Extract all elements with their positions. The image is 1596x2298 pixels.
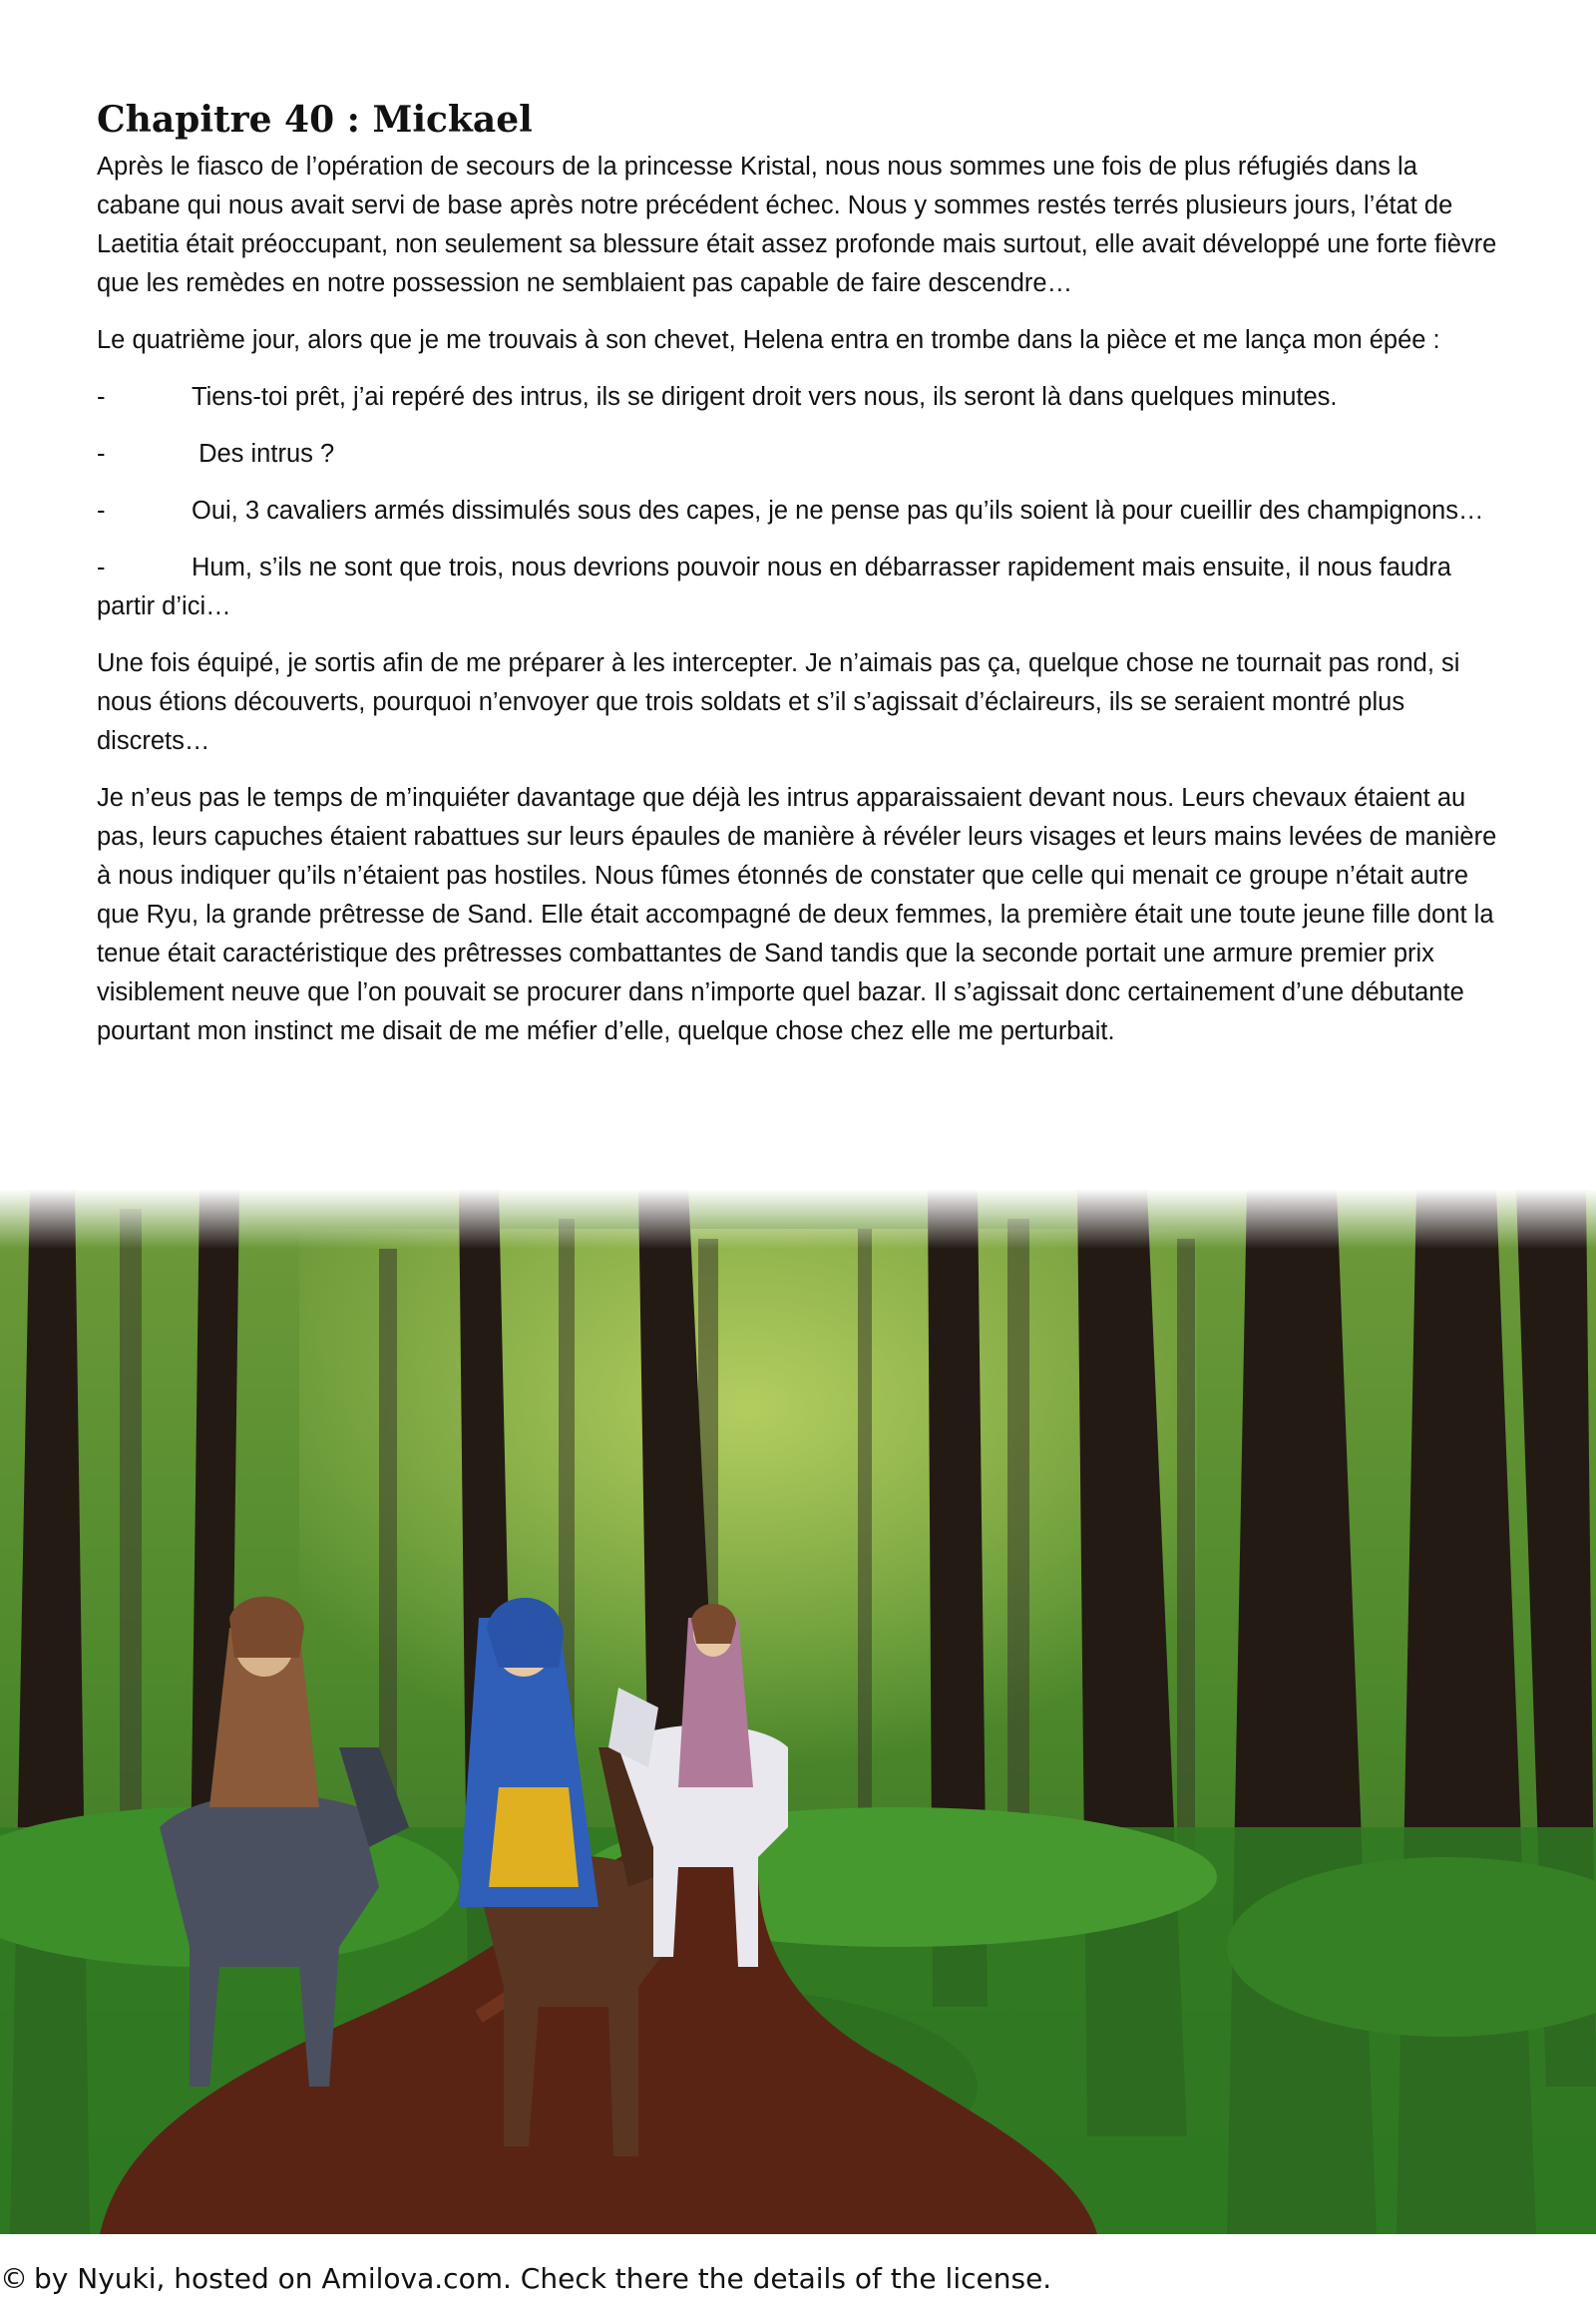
dialogue-line-1 [97, 378, 1503, 417]
dialogue-dash: - [97, 554, 106, 581]
dialogue-text: Hum, s’ils ne sont que trois, nous devrions pouvoir nous en débarrasser rapidement mais ensuite, il nous faudra partir d’ici… [97, 554, 1451, 620]
dialogue-text: Tiens-toi prêt, j’ai repéré des intrus, ils se dirigent droit vers nous, ils seront là dans quelques minutes. [192, 383, 1338, 411]
paragraph-2: Le quatrième jour, alors que je me trouvais à son chevet, Helena entra en trombe dans la pièce et me lança mon épée : [97, 326, 1440, 354]
paragraph-4: Je n’eus pas le temps de m’inquiéter davantage que déjà les intrus apparaissaient devant nous. Leurs chevaux étaient au pas, leurs capuches étaient rabattues sur leurs épaules de manière à révéler leurs visages et leurs mains levées de manière à nous indiquer qu’ils n’étaient pas hostiles. Nous fûmes étonnés de constater que celle qui menait ce groupe n’était autre que Ryu, la grande prêtresse de Sand. Elle était accompagné de deux femmes, la première était une toute jeune fille dont la tenue était caractéristique des prêtresses combattantes de Sand tandis que la seconde portait une armure premier prix visiblement neuve que l’on pouvait se procurer dans n’importe quel bazar. Il s’agissait donc certainement d’une débutante pourtant mon instinct me disait de me méfier d’elle, quelque chose chez elle me perturbait. [97, 784, 1497, 1045]
illustration-canvas [0, 1189, 1596, 2234]
copyright-symbol: © [0, 2262, 28, 2295]
dialogue-dash: - [97, 440, 106, 468]
paragraph-3: Une fois équipé, je sortis afin de me préparer à les intercepter. Je n’aimais pas ça, quelque chose ne tournait pas rond, si nous étions découverts, pourquoi n’envoyer que trois soldats et s’il s’agissait d’éclaireurs, ils se seraient montré plus discrets… [97, 649, 1460, 755]
dialogue-text: Des intrus ? [192, 440, 335, 468]
dialogue-text: Oui, 3 cavaliers armés dissimulés sous des capes, je ne pense pas qu’ils soient là pour cueillir des champignons… [192, 497, 1484, 525]
paragraph-1: Après le fiasco de l’opération de secours de la princesse Kristal, nous nous sommes une fois de plus réfugiés dans la cabane qui nous avait servi de base après notre précédent échec. Nous y sommes restés terrés plusieurs jours, l’état de Laetitia était préoccupant, non seulement sa blessure était assez profonde mais surtout, elle avait développé une forte fièvre que les remèdes en notre possession ne semblaient pas capable de faire descendre… [97, 153, 1497, 297]
dialogue-dash: - [97, 497, 106, 525]
forest-riders-illustration [0, 1189, 1596, 2234]
chapter-title: Chapitre 40 : Mickael [97, 99, 533, 141]
chapter-text [97, 96, 1503, 1069]
dialogue-line-4 [97, 549, 1503, 626]
license-footer [0, 2260, 1596, 2298]
dialogue-line-3 [97, 492, 1503, 531]
dialogue-dash: - [97, 383, 106, 411]
top-fade [0, 1189, 1596, 1249]
dialogue-line-2 [97, 435, 1503, 474]
license-text: by Nyuki, hosted on Amilova.com. Check there the details of the license. [34, 2262, 1052, 2295]
